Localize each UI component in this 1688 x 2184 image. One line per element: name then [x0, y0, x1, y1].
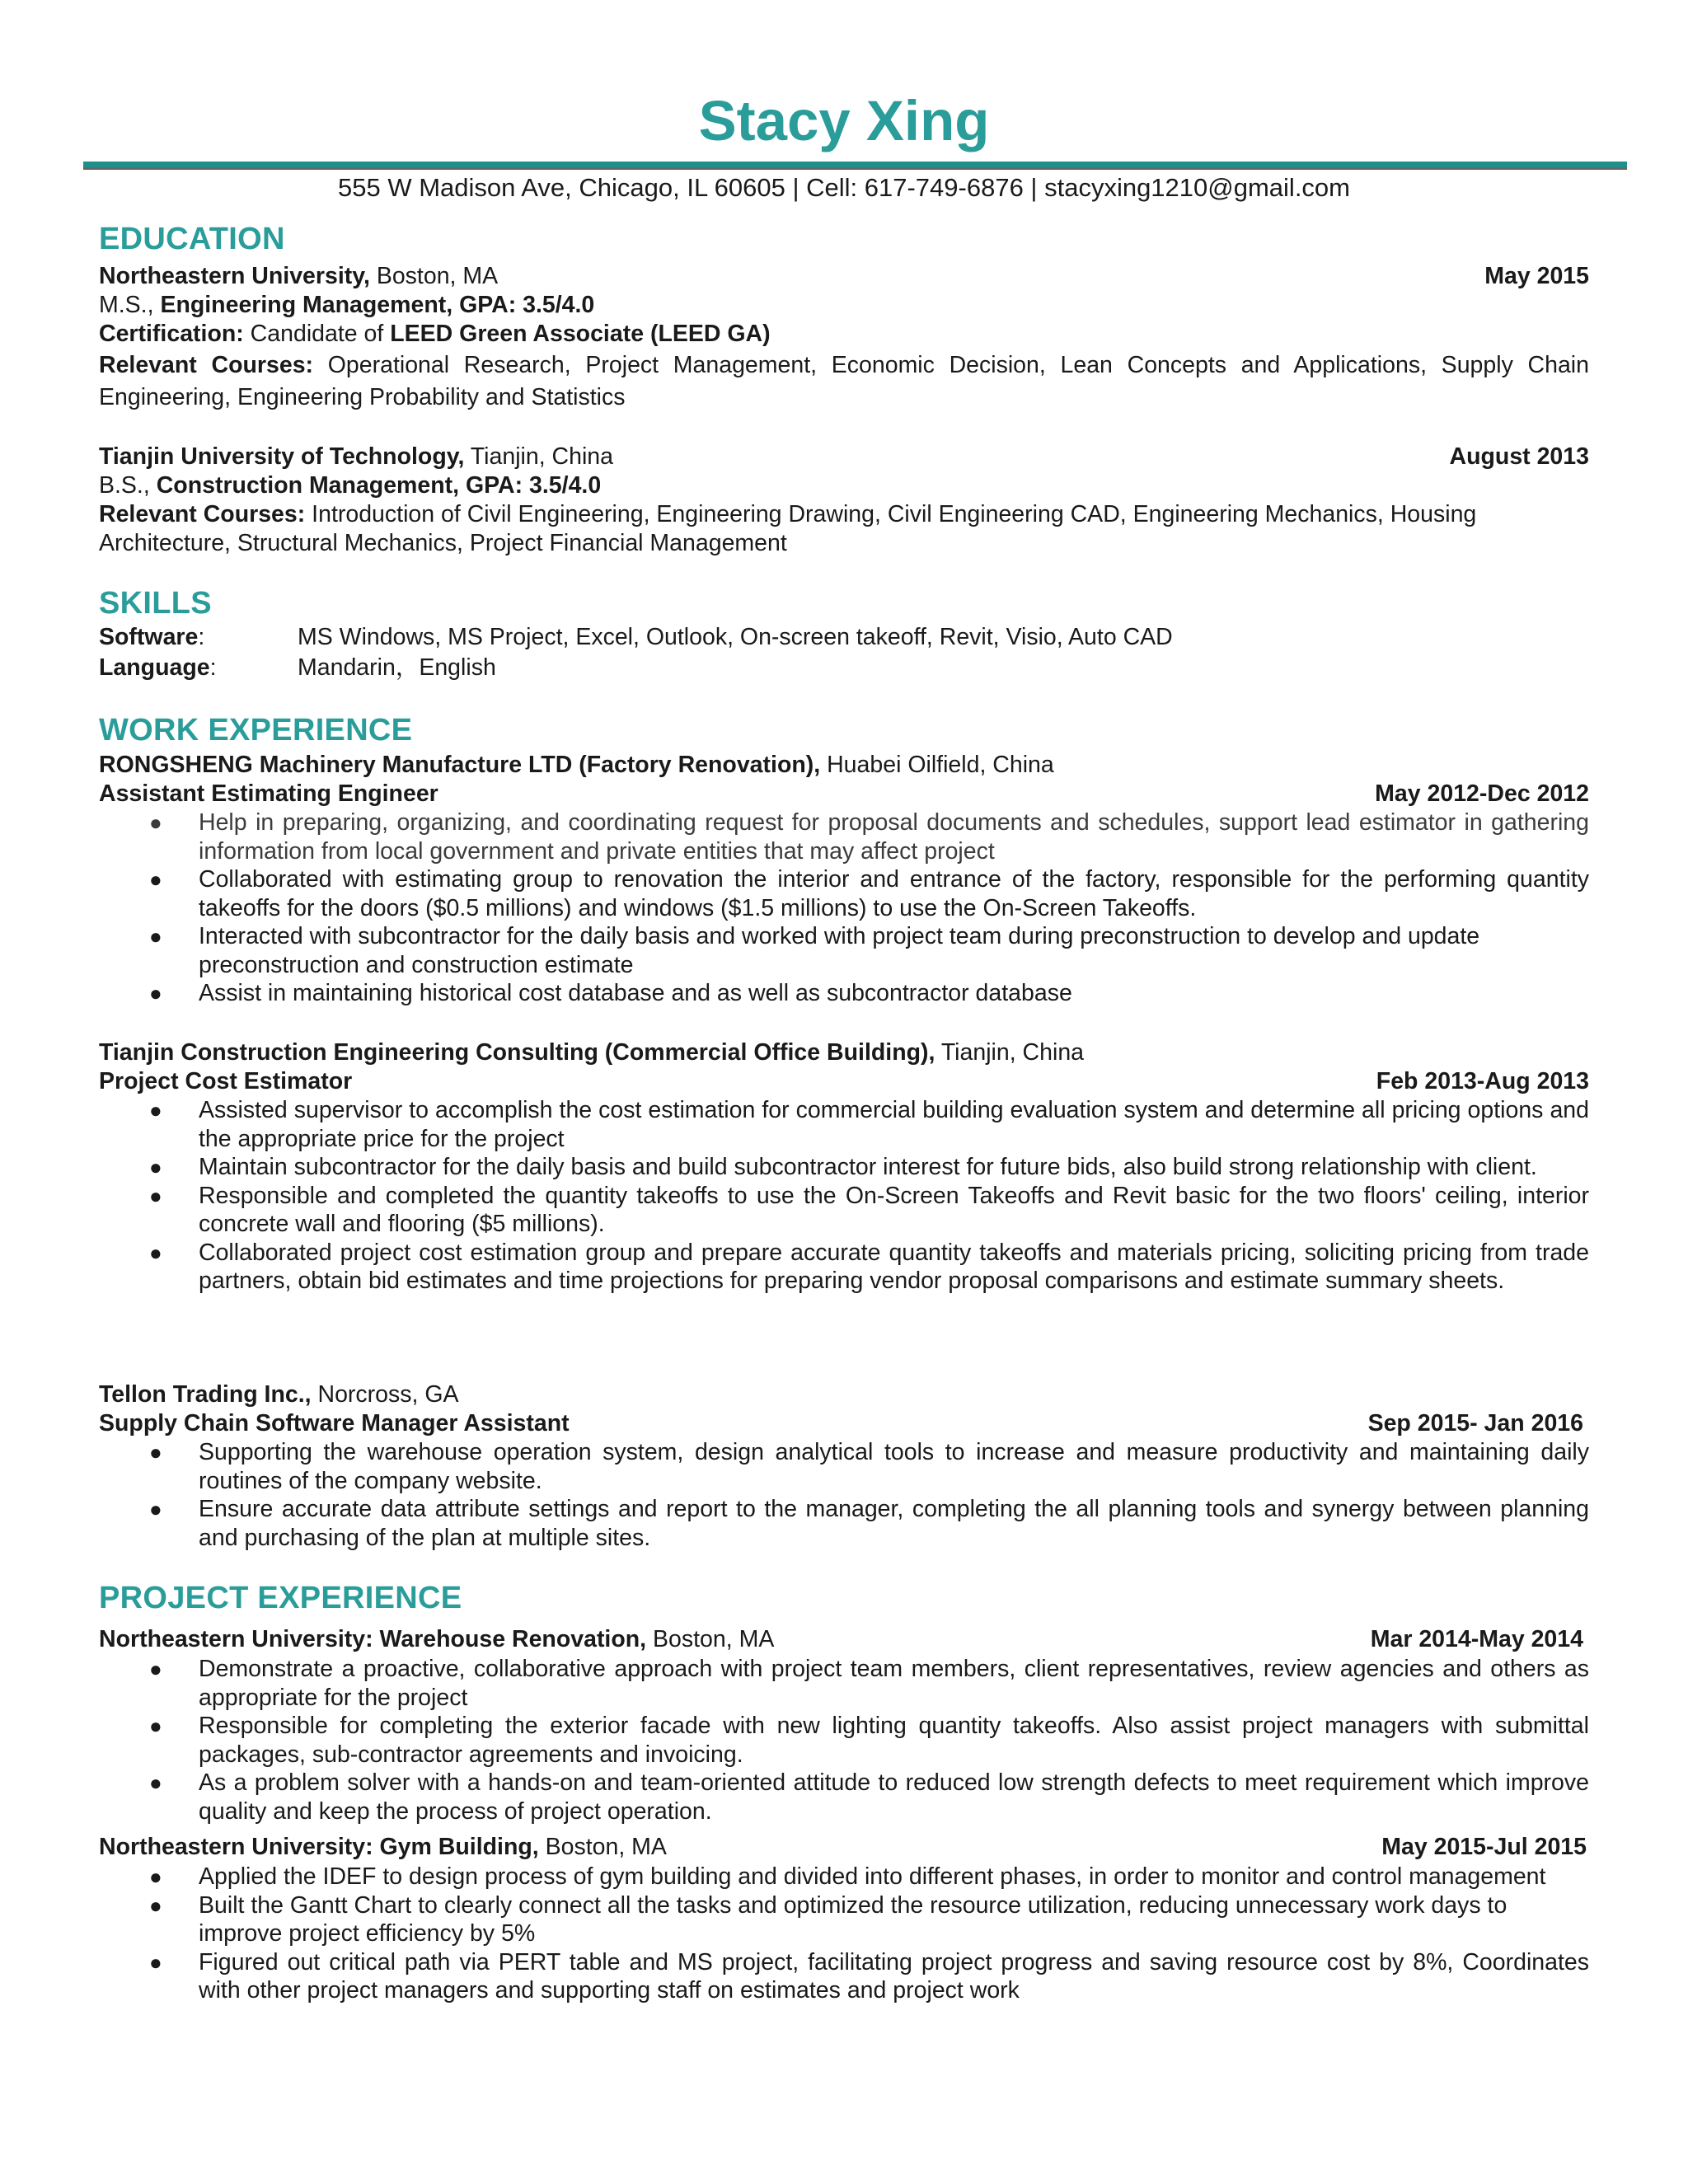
list-item — [99, 865, 1589, 922]
edu-courses-2-line2: Architecture, Structural Mechanics, Project Financial Management — [99, 530, 787, 556]
projects-heading: PROJECT EXPERIENCE — [99, 1581, 462, 1615]
edu-degree-2 — [99, 471, 1589, 500]
bullet-icon: ● — [149, 1098, 162, 1122]
list-item — [99, 922, 1589, 979]
edu-school-1 — [99, 262, 1589, 291]
skill-sep: : — [209, 654, 217, 681]
list-item — [99, 1948, 1589, 2005]
bullet-text: Supporting the warehouse operation system, design analytical tools to increase and measure productivity and maintaining daily routines of the company website. — [199, 1439, 1589, 1494]
bullet-text: As a problem solver with a hands-on and team-oriented attitude to reduced low strength defects to meet requirement which improve quality and keep the process of project operation. — [199, 1769, 1589, 1825]
candidate-name: Stacy Xing — [698, 89, 990, 152]
bullet-icon: ● — [149, 1770, 162, 1795]
list-item — [99, 1712, 1589, 1769]
list-item — [99, 1438, 1589, 1495]
bullet-icon: ● — [149, 1713, 162, 1738]
project-2-title-row — [99, 1833, 1587, 1862]
education-heading: EDUCATION — [99, 222, 285, 256]
company-name: Tellon Trading Inc., — [99, 1381, 312, 1408]
list-item — [99, 1495, 1589, 1552]
edu-school-2 — [99, 443, 1589, 471]
bullet-icon: ● — [149, 981, 162, 1005]
school-name: Northeastern University, — [99, 263, 370, 289]
job-date: May 2012-Dec 2012 — [1375, 780, 1589, 807]
list-item — [99, 1096, 1589, 1153]
job-1-company — [99, 751, 1589, 780]
project-location: Boston, MA — [538, 1834, 667, 1860]
company-name: RONGSHENG Machinery Manufacture LTD (Factory Renovation), — [99, 752, 821, 778]
job-title: Supply Chain Software Manager Assistant — [99, 1410, 570, 1436]
skill-value: Mandarin，English — [298, 654, 496, 681]
bullet-text: Maintain subcontractor for the daily basis and build subcontractor interest for future bids, also build strong relationship with client. — [199, 1154, 1537, 1180]
skill-sep: : — [198, 624, 205, 650]
bullet-icon: ● — [149, 1440, 162, 1465]
company-name: Tianjin Construction Engineering Consulting (Commercial Office Building), — [99, 1039, 935, 1066]
cert-name: LEED Green Associate (LEED GA) — [390, 321, 771, 347]
bullet-icon: ● — [149, 1949, 162, 1975]
list-item — [99, 979, 1589, 1008]
project-1-bullets — [99, 1655, 1589, 1825]
company-location: Tianjin, China — [935, 1039, 1085, 1066]
job-title: Assistant Estimating Engineer — [99, 780, 438, 807]
job-2-bullets — [99, 1096, 1589, 1296]
bullet-text: Help in preparing, organizing, and coordinating request for proposal documents and schedules, support lead estimator in gathering information from local government and private entities that may affect project — [199, 809, 1589, 865]
edu-courses-2-line1 — [99, 500, 1589, 529]
courses-label: Relevant Courses: — [99, 501, 306, 527]
bullet-text: Figured out critical path via PERT table and MS project, facilitating project progress and saving resource cost by 8%, Coordinates with other project managers and supporting staff on estimates and project work — [199, 1948, 1589, 2004]
header-rule — [83, 162, 1627, 170]
edu-courses-1 — [99, 349, 1589, 414]
school-location: Tianjin, China — [464, 443, 614, 470]
skill-row-software — [99, 622, 1589, 653]
degree-prefix: B.S., — [99, 472, 157, 499]
project-date: Mar 2014-May 2014 — [1370, 1626, 1583, 1652]
list-item — [99, 1769, 1589, 1825]
bullet-icon: ● — [149, 1183, 162, 1208]
skill-label: Language — [99, 654, 210, 681]
bullet-icon: ● — [149, 867, 162, 892]
list-item — [99, 1153, 1589, 1182]
work-heading: WORK EXPERIENCE — [99, 713, 413, 748]
bullet-icon: ● — [149, 1657, 162, 1681]
bullet-text: Interacted with subcontractor for the daily basis and worked with project team during preconstruction to develop and update preconstruction and construction estimate — [199, 923, 1480, 978]
list-item — [99, 1182, 1589, 1239]
bullet-icon: ● — [149, 810, 162, 835]
contact-line: 555 W Madison Ave, Chicago, IL 60605 | Cell: 617-749-6876 | stacyxing1210@gmail.com — [338, 173, 1350, 202]
bullet-text: Applied the IDEF to design process of gym building and divided into different phases, in order to monitor and control management — [199, 1863, 1546, 1890]
project-title: Northeastern University: Warehouse Renovation, — [99, 1626, 647, 1652]
edu-certification — [99, 320, 1589, 349]
list-item — [99, 1655, 1589, 1712]
bullet-text: Collaborated project cost estimation group and prepare accurate quantity takeoffs and materials pricing, soliciting pricing from trade partners, obtain bid estimates and time projections for preparing vendor proposal comparisons and estimate summary sheets. — [199, 1239, 1589, 1294]
courses-text: Operational Research, Project Management, Economic Decision, Lean Concepts and Applications, Supply Chain Engineering, Engineering Probability and Statistics — [99, 352, 1589, 410]
list-item — [99, 1863, 1589, 1891]
bullet-icon: ● — [149, 924, 162, 949]
company-location: Norcross, GA — [311, 1381, 459, 1408]
list-item — [99, 1239, 1589, 1296]
courses-text: Introduction of Civil Engineering, Engineering Drawing, Civil Engineering CAD, Engineering Mechanics, Housing — [305, 501, 1477, 527]
job-date: Sep 2015- Jan 2016 — [1367, 1410, 1583, 1436]
bullet-text: Demonstrate a proactive, collaborative approach with project team members, client representatives, review agencies and others as appropriate for the project — [199, 1656, 1589, 1711]
job-1-bullets — [99, 808, 1589, 1008]
bullet-icon: ● — [149, 1240, 162, 1265]
job-title: Project Cost Estimator — [99, 1068, 353, 1094]
bullet-icon: ● — [149, 1892, 162, 1918]
company-location: Huabei Oilfield, China — [820, 752, 1054, 778]
school-location: Boston, MA — [369, 263, 499, 289]
school-date: August 2013 — [1449, 443, 1589, 470]
project-1-title-row — [99, 1625, 1583, 1654]
bullet-text: Assisted supervisor to accomplish the cost estimation for commercial building evaluation system and determine all pricing options and the appropriate price for the project — [199, 1097, 1589, 1152]
list-item — [99, 1891, 1589, 1948]
job-2-title-row — [99, 1067, 1589, 1096]
job-2-company — [99, 1038, 1589, 1067]
bullet-icon: ● — [149, 1864, 162, 1889]
cert-label: Certification: — [99, 321, 244, 347]
job-3-bullets — [99, 1438, 1589, 1552]
skills-heading: SKILLS — [99, 586, 212, 621]
bullet-text: Responsible for completing the exterior facade with new lighting quantity takeoffs. Also assist project managers with submittal packages, sub-contractor agreements and invoicing. — [199, 1713, 1589, 1768]
bullet-text: Built the Gantt Chart to clearly connect all the tasks and optimized the resource utilization, reducing unnecessary work days to improve project efficiency by 5% — [199, 1891, 1507, 1947]
list-item — [99, 808, 1589, 865]
project-title: Northeastern University: Gym Building, — [99, 1834, 539, 1860]
school-date: May 2015 — [1484, 263, 1589, 289]
edu-degree-1 — [99, 291, 1589, 320]
skills-list — [99, 622, 1589, 683]
degree-name: Construction Management, GPA: 3.5/4.0 — [156, 472, 602, 499]
bullet-text: Ensure accurate data attribute settings and report to the manager, completing the all planning tools and synergy between planning and purchasing of the plan at multiple sites. — [199, 1496, 1589, 1551]
degree-prefix: M.S., — [99, 292, 161, 318]
bullet-icon: ● — [149, 1497, 162, 1521]
bullet-text: Collaborated with estimating group to renovation the interior and entrance of the factory, responsible for the performing quantity takeoffs for the doors ($0.5 millions) and windows ($1.5 millions) to use the On-Screen Takeoffs. — [199, 866, 1589, 921]
skill-label: Software — [99, 624, 199, 650]
degree-name: Engineering Management, GPA: 3.5/4.0 — [160, 292, 595, 318]
job-date: Feb 2013-Aug 2013 — [1376, 1068, 1589, 1094]
courses-label: Relevant Courses: — [99, 352, 314, 378]
job-1-title-row — [99, 780, 1589, 808]
skill-row-language — [99, 653, 1589, 683]
project-date: May 2015-Jul 2015 — [1381, 1834, 1587, 1860]
job-3-title-row — [99, 1409, 1583, 1438]
cert-text: Candidate of — [243, 321, 391, 347]
project-location: Boston, MA — [646, 1626, 775, 1652]
bullet-icon: ● — [149, 1155, 162, 1179]
school-name: Tianjin University of Technology, — [99, 443, 465, 470]
project-2-bullets — [99, 1863, 1589, 2005]
bullet-text: Assist in maintaining historical cost database and as well as subcontractor database — [199, 980, 1072, 1006]
bullet-text: Responsible and completed the quantity takeoffs to use the On-Screen Takeoffs and Revit basic for the two floors' ceiling, interior concrete wall and flooring ($5 millions). — [199, 1182, 1589, 1237]
skill-value: MS Windows, MS Project, Excel, Outlook, On-screen takeoff, Revit, Visio, Auto CAD — [298, 624, 1173, 650]
job-3-company — [99, 1380, 1589, 1409]
